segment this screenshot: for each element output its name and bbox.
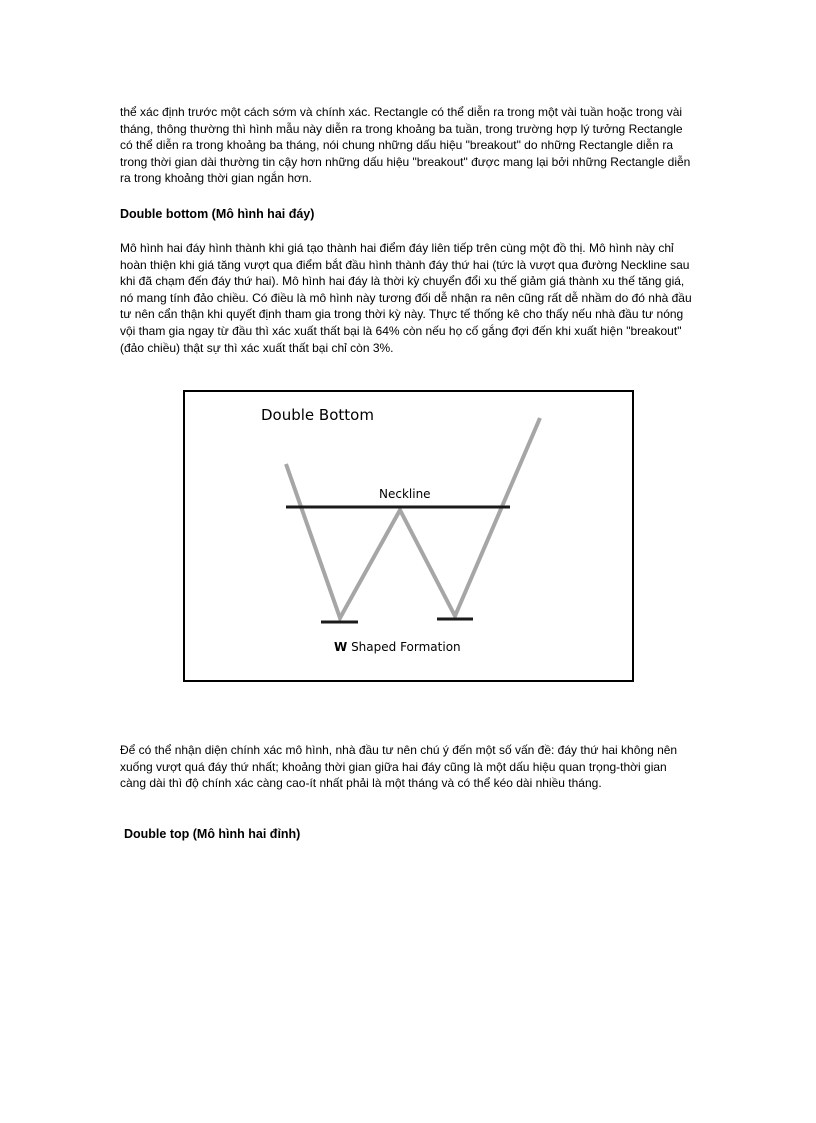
neckline-label: Neckline	[379, 487, 431, 501]
caption-rest: Shaped Formation	[347, 640, 461, 654]
paragraph-double-bottom-description: Mô hình hai đáy hình thành khi giá tạo thành hai điểm đáy liên tiếp trên cùng một đồ thị. Mô hình này chỉ hoàn thiện khi giá tăng vượt qua điểm bắt đầu hình thành đáy thứ hai (tức là vượt qua đường Neckline sau khi đã chạm đến đáy thứ hai). Mô hình hai đáy là thời kỳ chuyển đổi xu thế giảm giá thành xu thế tăng giá, nó mang tính đảo chiều. Có điều là mô hình này tương đối dễ nhận ra nên cũng rất dễ nhầm do đó nhà đầu tư nên cẩn thận khi quyết định tham gia trong thời kỳ này. Thực tế thống kê cho thấy nếu nhà đầu tư nóng vội tham gia ngay từ đầu thì xác xuất thất bại là 64% còn nếu họ cố gắng đợi đến khi xuất hiện "breakout" (đảo chiều) thật sự thì xác xuất thất bại chỉ còn 3%.	[120, 241, 692, 355]
figure-frame	[184, 391, 633, 681]
figure-title: Double Bottom	[261, 406, 374, 424]
paragraph-rectangle-duration: thể xác định trước một cách sớm và chính xác. Rectangle có thể diễn ra trong một vài tuần hoặc trong vài tháng, thông thường thì hình mẫu này diễn ra trong khoảng ba tuần, trong trường hợp lý tưởng Rectangle có thể diễn ra trong khoảng ba tháng, nói chung những dấu hiệu "breakout" do những Rectangle diễn ra trong thời gian dài thường tin cậy hơn những dấu hiệu "breakout" được mang lại bởi những Rectangle diễn ra trong khoảng thời gian ngắn hơn.	[120, 105, 691, 186]
heading-double-bottom: Double bottom (Mô hình hai đáy)	[120, 207, 315, 221]
paragraph-identification-tips: Để có thể nhận diện chính xác mô hình, nhà đầu tư nên chú ý đến một số vấn đề: đáy thứ hai không nên xuống vượt quá đáy thứ nhất; khoảng thời gian giữa hai đáy cũng là một dấu hiệu quan trọng-thời gian càng dài thì độ chính xác càng cao-ít nhất phải là một tháng và có thể kéo dài nhiều tháng.	[120, 743, 678, 791]
figure-caption	[334, 640, 461, 654]
double-bottom-figure	[183, 390, 635, 684]
double-bottom-diagram	[183, 390, 635, 684]
caption-bold-letter: W	[334, 640, 348, 654]
heading-double-top: Double top (Mô hình hai đỉnh)	[124, 827, 301, 841]
